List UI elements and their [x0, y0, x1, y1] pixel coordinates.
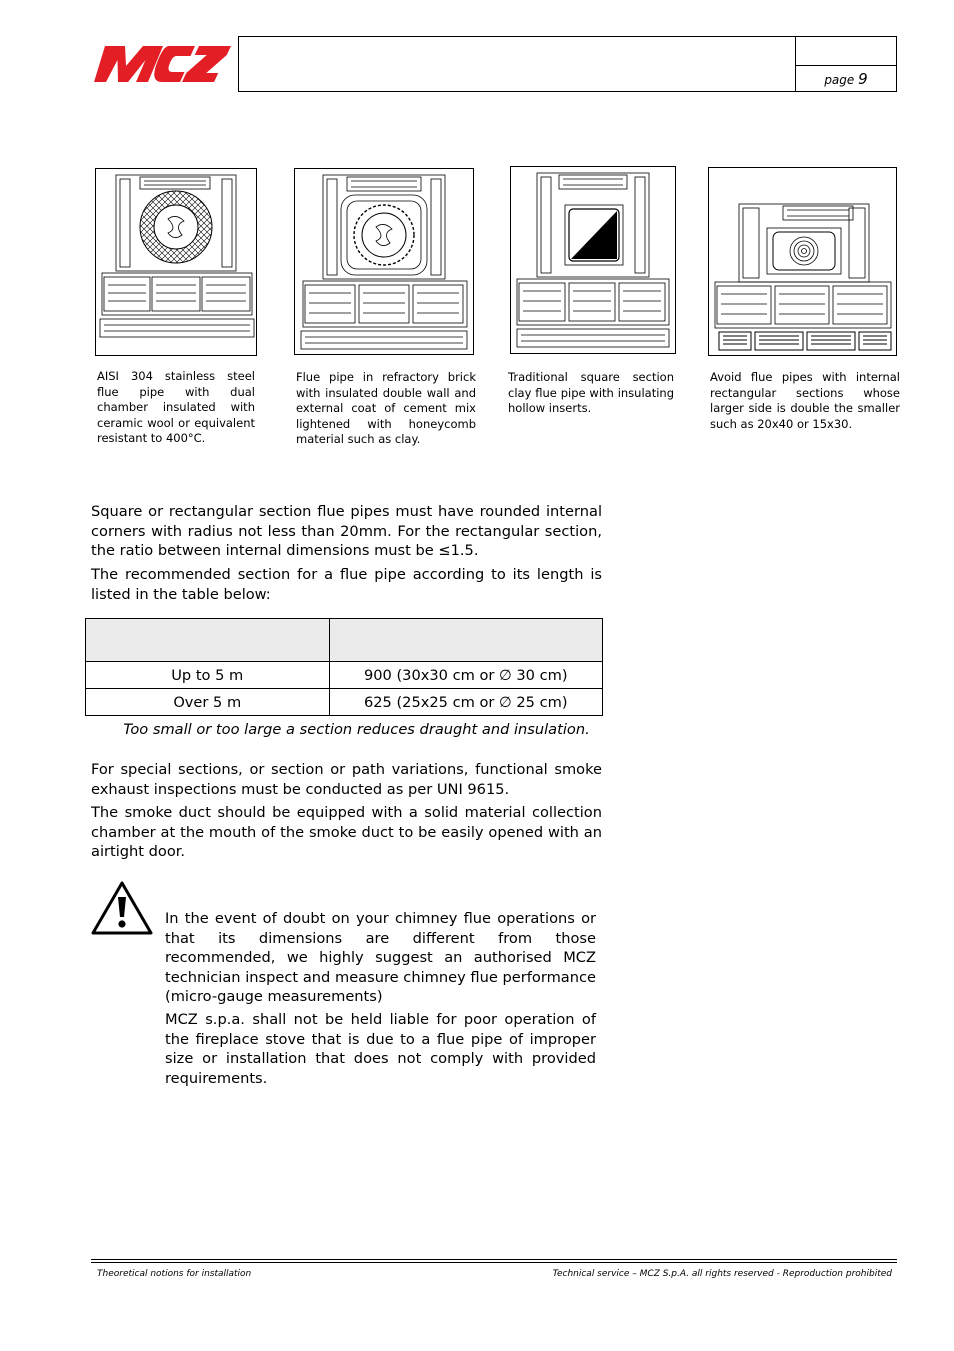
paragraph: The recommended section for a flue pipe according to its length is listed in the table below: — [91, 566, 602, 603]
paragraph: Square or rectangular section flue pipes must have rounded internal corners with radius not less than 20mm. For the rectangular section, the ratio between internal dimensions must be ≤1.5. — [91, 503, 602, 559]
rectangular-flue-icon — [708, 167, 897, 356]
warning-text: In the event of doubt on your chimney flue operations or that its dimensions are different from those recommended, we highly suggest an authorised MCZ technician inspect and measure chimney flue performance (micro-gauge measurements) — [165, 910, 596, 1005]
paragraph: The smoke duct should be equipped with a solid material collection chamber at the mouth of the smoke duct to be easily opened with an airtight door. — [91, 804, 602, 860]
figure-caption: Avoid flue pipes with internal rectangular sections whose larger side is double the smaller such as 20x40 or 15x30. — [710, 370, 900, 431]
table-header-cell — [329, 619, 602, 662]
table-cell: Up to 5 m — [86, 662, 330, 689]
figure-caption: Flue pipe in refractory brick with insulated double wall and external coat of cement mix lightened with honeycomb material such as clay. — [296, 370, 476, 446]
table-cell: 900 (30x30 cm or ∅ 30 cm) — [329, 662, 602, 689]
footer-rule — [91, 1262, 897, 1263]
table-cell: Over 5 m — [86, 689, 330, 716]
table-row — [86, 662, 603, 689]
refractory-brick-flue-icon — [294, 168, 474, 355]
paragraph: For special sections, or section or path variations, functional smoke exhaust inspections must be conducted as per UNI 9615. — [91, 761, 602, 798]
table-note: Too small or too large a section reduces draught and insulation. — [123, 721, 590, 738]
square-clay-flue-icon — [510, 166, 676, 354]
figure-caption: Traditional square section clay flue pipe with insulating hollow inserts. — [508, 370, 674, 415]
warning-text: MCZ s.p.a. shall not be held liable for poor operation of the fireplace stove that is due to a flue pipe of improper size or installation that does not comply with provided requirements. — [165, 1011, 596, 1087]
table-row — [86, 689, 603, 716]
table-header-cell — [86, 619, 330, 662]
round-steel-flue-icon — [95, 168, 257, 356]
figure-caption: AISI 304 stainless steel flue pipe with dual chamber insulated with ceramic wool or equivalent resistant to 400°C. — [97, 369, 255, 445]
footer-rule — [91, 1259, 897, 1260]
footer-right: Technical service – MCZ S.p.A. all rights reserved - Reproduction prohibited — [552, 1269, 892, 1279]
footer-left: Theoretical notions for installation — [97, 1269, 252, 1279]
header-box — [238, 36, 897, 92]
table-cell: 625 (25x25 cm or ∅ 25 cm) — [329, 689, 602, 716]
mcz-logo — [92, 42, 232, 86]
warning-triangle-icon — [90, 880, 154, 936]
flue-section-table — [85, 618, 603, 716]
table-header-row — [86, 619, 603, 662]
page-number: page 9 — [824, 70, 868, 88]
